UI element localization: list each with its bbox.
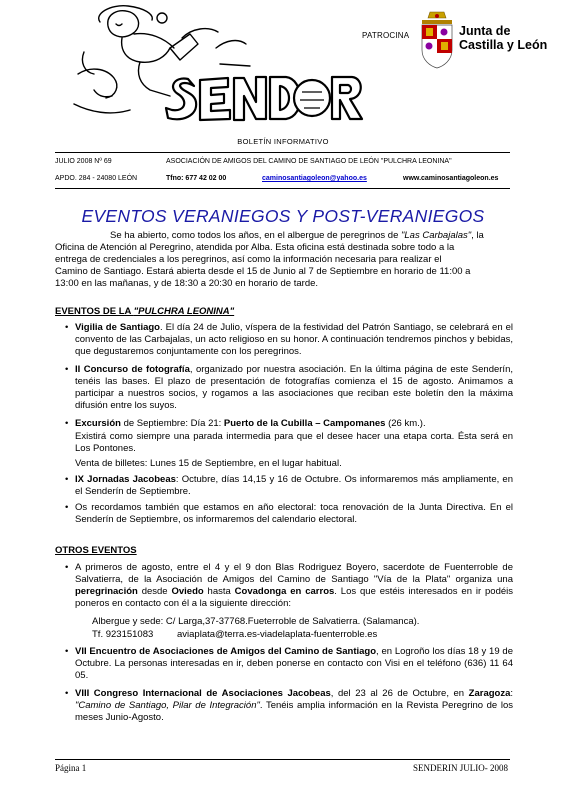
item-text-c: hasta <box>203 586 235 597</box>
intro-paragraph <box>55 230 513 290</box>
bulletin-subtitle: BOLETÍN INFORMATIVO <box>237 137 329 146</box>
item-bold-2: Puerto de la Cubilla – Campomanes <box>223 418 386 429</box>
item-text: , del 23 al 26 de Octubre, en <box>330 688 469 699</box>
footer-rule <box>55 759 510 760</box>
item-text-a: A primeros de agosto, entre el 4 y el 9 don Blas Rodriguez Boyero, sacerdote de Fuenterroble de Salvatierra, de la Asociación de Amigos del Camino de Santiago "Vía de la Plata" organiza una <box>75 562 513 585</box>
item-bold: VIII Congreso Internacional de Asociaciones Jacobeas <box>75 688 331 699</box>
intro-line1-end: , la <box>471 230 484 241</box>
item-italic: "Camino de Santiago, Pilar de Integración" <box>75 700 260 711</box>
website-link[interactable]: www.caminosantiagoleon.es <box>403 175 499 182</box>
item-bold-b: Oviedo <box>171 586 204 597</box>
item-text: . El día 24 de Julio, víspera de la festividad del Patrón Santiago, se celebrará en el convento de las Carbajalas, un acto religioso en su honor. A continuación tendremos pinchos y bebidas, que degustaremos conjuntamente con los peregrinos. <box>75 322 513 357</box>
address-line: Albergue y sede: C/ Larga,37-37768.Fueterroble de Salvatierra. (Salamanca). <box>92 616 420 627</box>
item-text: : Octubre, días 14,15 y 16 de Octubre. Os informaremos más ampliamente, en el Senderín de Septiembre. <box>75 474 513 497</box>
item-text-2: (26 km.). <box>385 418 426 429</box>
intro-line4: Camino de Santiago. Estará abierta desde el 15 de Junio al 7 de Septiembre en horario de 11:00 a <box>55 266 471 277</box>
item-bold: Vigilia de Santiago <box>75 322 160 333</box>
item-bold: II Concurso de fotografía <box>75 364 190 375</box>
item-bold: VII Encuentro de Asociaciones de Amigos del Camino de Santiago <box>75 646 377 657</box>
castilla-leon-shield-icon <box>418 10 456 70</box>
phone-number: Tfno: 677 42 02 00 <box>166 175 227 182</box>
item-bold-2: Zaragoza <box>468 688 511 699</box>
bullet-icon: • <box>65 474 69 485</box>
item-text: de Septiembre: Día 21: <box>120 418 224 429</box>
list-item <box>75 418 513 430</box>
page-title: EVENTOS VERANIEGOS Y POST-VERANIEGOS <box>81 206 485 226</box>
list-item <box>75 502 513 526</box>
sponsor-name <box>459 24 547 52</box>
footer-issue: SENDERIN JULIO- 2008 <box>413 763 508 773</box>
page-number: Página 1 <box>55 763 87 773</box>
intro-line1: Se ha abierto, como todos los años, en el albergue de peregrinos de <box>110 230 401 241</box>
list-item <box>75 474 513 498</box>
item-text-2: : <box>510 688 514 699</box>
bullet-icon: • <box>65 688 69 699</box>
bullet-icon: • <box>65 322 69 333</box>
issue-number: JULIO 2008 Nº 69 <box>55 158 112 165</box>
intro-line2: Oficina de Atención al Peregrino, atendida por Alba. Esta oficina está destinada sobre todo a la <box>55 242 455 253</box>
item-text: , en Logroño los días 18 y 19 de Octubre. La personas interesadas en ir, deben ponerse en contacto con Visi en el teléfono (636) 11 64 05. <box>75 646 513 681</box>
header-rule-bottom <box>55 188 510 189</box>
intro-line1-italic: "Las Carbajalas" <box>401 230 472 241</box>
bullet-icon: • <box>65 364 69 375</box>
bullet-icon: • <box>65 502 69 513</box>
sponsor-label: PATROCINA <box>362 31 410 40</box>
email-link[interactable]: caminosantiagoleon@yahoo.es <box>262 175 367 182</box>
bullet-icon: • <box>65 418 69 429</box>
header-rule-top <box>55 152 510 153</box>
section-heading-events-italic: "PULCHRA LEONINA" <box>133 306 235 317</box>
list-item <box>75 646 513 682</box>
list-item <box>75 562 513 610</box>
item-bold-c: Covadonga en carros <box>234 586 335 597</box>
item-bold: Excursión <box>75 418 121 429</box>
association-name: ASOCIACIÓN DE AMIGOS DEL CAMINO DE SANTIAGO DE LEÓN "PULCHRA LEONINA" <box>166 158 452 165</box>
sponsor-name-line1: Junta de <box>459 24 511 38</box>
intro-line3: entrega de credenciales a los peregrinos, así como la información necesaria para realizar el <box>55 254 442 265</box>
section-heading-events <box>55 306 234 317</box>
list-item <box>75 688 513 724</box>
sponsor-name-line2: Castilla y León <box>459 38 548 52</box>
intro-line5: 13:00 en las mañanas, y de 18:30 a 20:30 en horario de tarde. <box>55 278 319 289</box>
item-text-3: . Tenéis amplia información en la Revista Peregrino de los meses Junio-Agosto. <box>75 700 513 723</box>
section-heading-other: OTROS EVENTOS <box>55 545 137 556</box>
item-bold-a: peregrinación <box>75 586 138 597</box>
item-extra-2: Venta de billetes: Lunes 15 de Septiembre, en el lugar habitual. <box>75 458 342 469</box>
item-bold: IX Jornadas Jacobeas <box>75 474 176 485</box>
list-item <box>75 322 513 358</box>
email-line[interactable]: aviaplata@terra.es-viadelaplata-fuenterroble.es <box>177 629 378 640</box>
bullet-icon: • <box>65 562 69 573</box>
phone-line: Tf. 923151083 <box>92 629 154 640</box>
bullet-icon: • <box>65 646 69 657</box>
list-item <box>75 364 513 412</box>
senderin-logo <box>70 4 370 139</box>
section-heading-events-prefix: EVENTOS DE LA <box>55 306 134 317</box>
item-text: Os recordamos también que estamos en año electoral: toca renovación de la Junta Directiva. En el Senderín de Septiembre, os informaremos del calendario electoral. <box>75 502 513 525</box>
item-text-b: desde <box>137 586 172 597</box>
item-text: , organizado por nuestra asociación. En la última página de este Senderín, tenéis las bases. El plazo de presentación de fotografías comienza el 15 de agosto. Animamos a participar a nuestros socios, y rogamos a las asociaciones que reciban este boletín den la máxima difusión entre los suyos. <box>75 364 513 411</box>
item-text-d: . Los que estéis interesados en ir podéis poneros en contacto con él a la siguiente dirección: <box>75 586 513 609</box>
item-extra-1: Existirá como siempre una parada intermedia para que el desee hacer una etapa corta. Ésta será en Los Pontones. <box>75 431 513 454</box>
postal-address: APDO. 284 - 24080 LEÓN <box>55 175 138 182</box>
